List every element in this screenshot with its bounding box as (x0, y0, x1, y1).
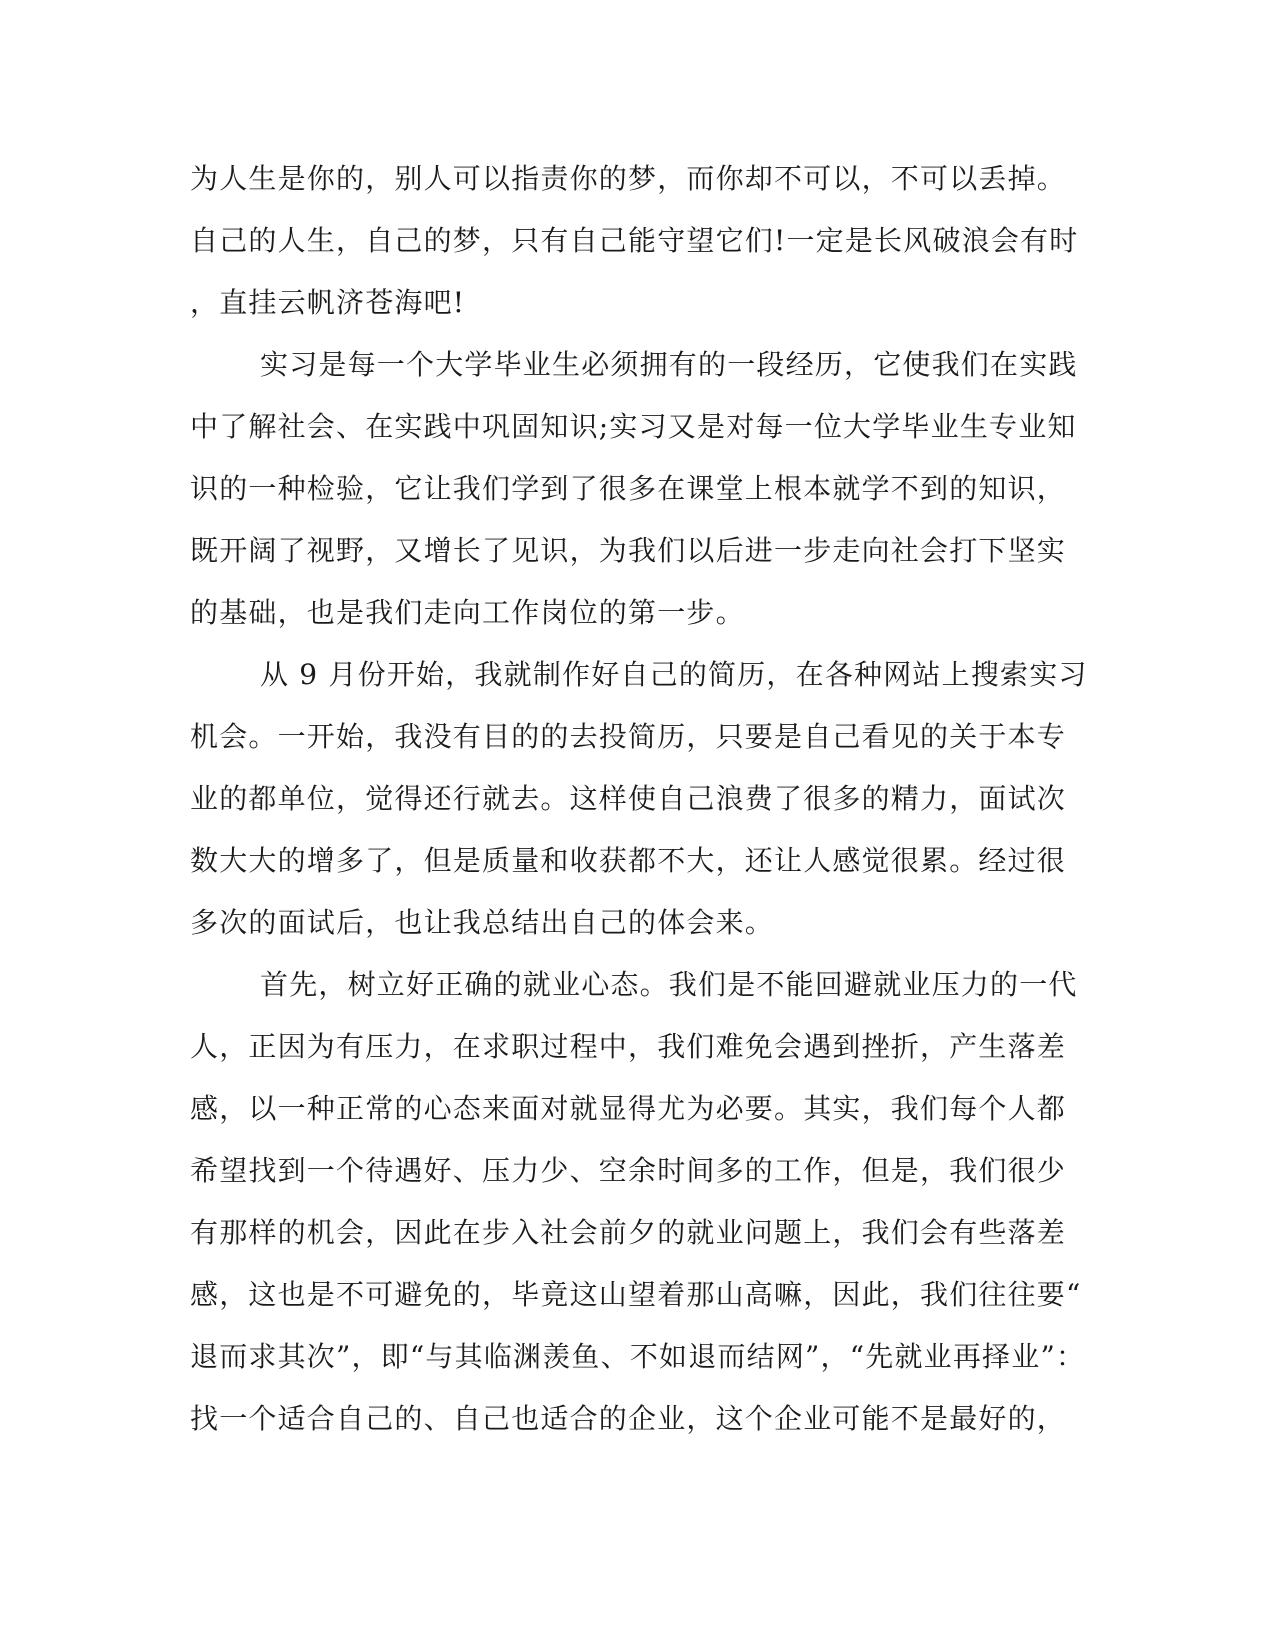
text-line: 识的一种检验，它让我们学到了很多在课堂上根本就学不到的知识， (190, 472, 1067, 505)
text-line: 实习是每一个大学毕业生必须拥有的一段经历，它使我们在实践 (260, 348, 1078, 381)
paragraph-3 (190, 644, 1088, 954)
text-line: 退而求其次”，即“与其临渊羡鱼、不如退而结网”，“先就业再择业”： (190, 1340, 1086, 1373)
paragraph-1 (190, 148, 1080, 334)
text-line: 自己的人生，自己的梦，只有自己能守望它们!一定是长风破浪会有时 (190, 224, 1079, 257)
text-line: 中了解社会、在实践中巩固知识;实习又是对每一位大学毕业生专业知 (190, 410, 1077, 443)
document-body (190, 148, 1088, 1450)
text-line: 首先，树立好正确的就业心态。我们是不能回避就业压力的一代 (260, 968, 1078, 1001)
text-line: 感，这也是不可避免的，毕竟这山望着那山高嘛，因此，我们往往要“ (190, 1278, 1082, 1311)
text-line: 多次的面试后，也让我总结出自己的体会来。 (190, 906, 775, 939)
text-line: 从 9 月份开始，我就制作好自己的简历，在各种网站上搜索实习 (260, 658, 1088, 691)
text-line: 感，以一种正常的心态来面对就显得尤为必要。其实，我们每个人都 (190, 1092, 1067, 1125)
text-line: 业的都单位，觉得还行就去。这样使自己浪费了很多的精力，面试次 (190, 782, 1067, 815)
paragraph-2 (190, 334, 1080, 644)
text-line: 希望找到一个待遇好、压力少、空余时间多的工作，但是，我们很少 (190, 1154, 1067, 1187)
text-line: 机会。一开始，我没有目的的去投简历，只要是自己看见的关于本专 (190, 720, 1067, 753)
text-line: 的基础，也是我们走向工作岗位的第一步。 (190, 596, 745, 629)
paragraph-4 (190, 954, 1086, 1450)
text-line: 人，正因为有压力，在求职过程中，我们难免会遇到挫折，产生落差 (190, 1030, 1067, 1063)
text-line: ，直挂云帆济苍海吧! (190, 286, 466, 319)
text-line: 找一个适合自己的、自己也适合的企业，这个企业可能不是最好的， (190, 1402, 1067, 1435)
text-line: 为人生是你的，别人可以指责你的梦，而你却不可以，不可以丢掉。 (190, 162, 1067, 195)
text-line: 有那样的机会，因此在步入社会前夕的就业问题上，我们会有些落差 (190, 1216, 1067, 1249)
text-line: 既开阔了视野，又增长了见识，为我们以后进一步走向社会打下坚实 (190, 534, 1067, 567)
text-line: 数大大的增多了，但是质量和收获都不大，还让人感觉很累。经过很 (190, 844, 1067, 877)
